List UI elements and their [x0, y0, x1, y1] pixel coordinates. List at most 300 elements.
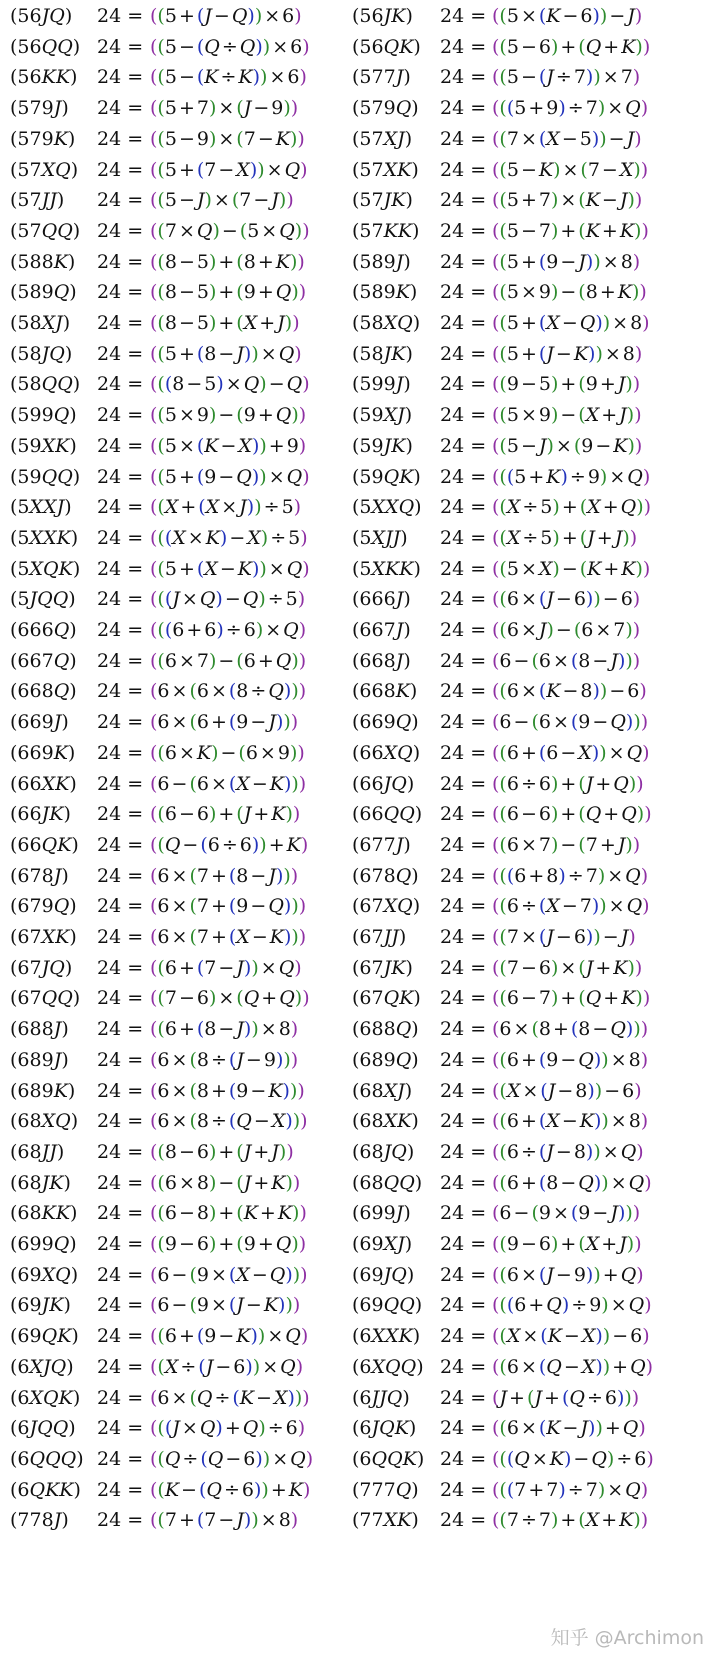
hand-label: (688Q): [352, 1018, 419, 1041]
table-row: [0, 124, 720, 154]
solution-expression: ((6 × K) − (6 × 9)): [150, 741, 305, 764]
equals-prefix: 24 =: [440, 342, 487, 365]
equals-prefix: 24 =: [440, 219, 487, 242]
hand-label: (6XJQ): [10, 1355, 74, 1378]
solution-expression: (J + (J + (Q ÷ 6))): [492, 1386, 640, 1409]
solution-expression: ((8 − 5) + (8 + K)): [150, 250, 305, 273]
equals-prefix: 24 =: [97, 1018, 144, 1041]
equals-prefix: 24 =: [97, 588, 144, 611]
equals-prefix: 24 =: [97, 926, 144, 948]
equals-prefix: 24 =: [440, 557, 487, 580]
hand-label: (6JQK): [352, 1417, 417, 1440]
equals-prefix: 24 =: [440, 741, 487, 764]
hand-label: (56KK): [10, 66, 78, 89]
hand-label: (68QQ): [352, 1171, 423, 1194]
table-row: [0, 738, 720, 768]
hand-label: (69JQ): [352, 1263, 415, 1286]
hand-label: (66QQ): [352, 803, 423, 826]
solution-expression: ((9 − 6) + (X + J)): [492, 1233, 642, 1255]
hand-label: (69JK): [10, 1294, 71, 1317]
equals-prefix: 24 =: [440, 158, 487, 181]
hand-label: (69QK): [10, 1325, 79, 1348]
solution-expression: ((6 × (Q − X)) + Q): [492, 1355, 654, 1378]
hand-label: (67XK): [10, 926, 77, 948]
equals-prefix: 24 =: [440, 1171, 487, 1194]
solution-expression: ((7 × (J − 6)) − J): [492, 926, 636, 948]
solution-expression: ((6 × 7) − (6 + Q)): [150, 649, 307, 672]
solution-expression: ((5 × 9) − (9 + Q)): [150, 404, 307, 427]
hand-label: (66XQ): [352, 741, 421, 764]
equals-prefix: 24 =: [440, 189, 487, 212]
solution-expression: ((6 × 8) − (J + K)): [150, 1171, 301, 1194]
hand-label: (56JK): [352, 5, 413, 27]
equals-prefix: 24 =: [97, 1048, 144, 1071]
table-row: [0, 1413, 720, 1443]
equals-prefix: 24 =: [97, 189, 144, 212]
solution-expression: ((6 − 7) + (Q + K)): [492, 987, 651, 1010]
hand-label: (589J): [352, 250, 411, 273]
hand-label: (69XJ): [352, 1233, 413, 1255]
equals-prefix: 24 =: [97, 404, 144, 427]
table-row: [0, 646, 720, 676]
solution-expression: ((5 + 7) × (J − 9)): [150, 97, 299, 120]
table-row: [0, 1352, 720, 1382]
solution-expression: (6 × (7 + (9 − Q))): [150, 895, 307, 918]
hand-label: (6JJQ): [352, 1386, 410, 1409]
hand-label: (58XJ): [10, 312, 71, 334]
hand-label: (66JK): [10, 803, 71, 826]
solution-expression: ((5 + 7) × (K − J)): [492, 189, 643, 212]
hand-label: (577J): [352, 66, 411, 89]
solution-expression: (((6 + 6) ÷ 6) × Q): [150, 619, 307, 641]
solution-expression: ((6 + (7 − J)) × Q): [150, 956, 302, 979]
equals-prefix: 24 =: [97, 127, 144, 150]
hand-label: (59QQ): [10, 465, 81, 488]
solution-expression: ((5 + (X − K)) × Q): [150, 557, 310, 580]
table-row: [0, 400, 720, 430]
table-row: [0, 32, 720, 62]
solution-expression: ((Q − (6 ÷ 6)) + K): [150, 833, 309, 856]
equals-prefix: 24 =: [440, 281, 487, 304]
table-row: [0, 1014, 720, 1044]
solution-expression: ((6 × (J − 9)) + Q): [492, 1263, 644, 1286]
solution-expression: ((6 + (8 − J)) × 8): [150, 1018, 299, 1041]
solution-expression: ((7 − 6) × (J + K)): [492, 956, 643, 979]
table-row: [0, 891, 720, 921]
hand-label: (6XQQ): [352, 1355, 424, 1378]
solution-expression: (6 − (6 × (9 − Q))): [492, 711, 649, 734]
equals-prefix: 24 =: [440, 711, 487, 734]
solution-expression: ((6 + (9 − Q)) × 8): [492, 1048, 649, 1071]
table-row: [0, 799, 720, 829]
equals-prefix: 24 =: [97, 1325, 144, 1348]
table-row: [0, 1168, 720, 1198]
solution-expression: ((5 + (J − Q)) × 6): [150, 5, 302, 27]
hand-label: (57JK): [352, 189, 413, 212]
solution-expression: ((5 + (9 − J)) × 8): [492, 250, 641, 273]
hand-label: (689J): [10, 1048, 69, 1071]
equals-prefix: 24 =: [440, 1263, 487, 1286]
solution-expression: ((6 × 7) − (7 + J)): [492, 833, 641, 856]
hand-label: (67QK): [352, 987, 421, 1010]
solution-expression: ((X × (K − X)) − 6): [492, 1325, 650, 1348]
solution-expression: ((5 − J) × (7 − J)): [150, 189, 294, 212]
solution-expression: ((6 × (K − J)) + Q): [492, 1417, 646, 1440]
solution-expression: ((6 − 6) + (Q + Q)): [492, 803, 652, 826]
equals-prefix: 24 =: [97, 711, 144, 734]
equals-prefix: 24 =: [440, 1140, 487, 1163]
hand-label: (666Q): [10, 619, 77, 641]
solution-expression: ((X ÷ (J − 6)) × Q): [150, 1355, 304, 1378]
hand-label: (57JJ): [10, 189, 65, 212]
equals-prefix: 24 =: [97, 219, 144, 242]
hand-label: (59JK): [352, 434, 413, 457]
hand-label: (579Q): [352, 97, 419, 120]
equals-prefix: 24 =: [97, 1417, 144, 1440]
equals-prefix: 24 =: [440, 465, 487, 488]
hand-label: (66XK): [10, 772, 77, 795]
table-row: [0, 922, 720, 952]
solution-expression: ((7 + (7 − J)) × 8): [150, 1509, 299, 1532]
solution-expression: (((5 + K) ÷ 9) × Q): [492, 465, 651, 488]
solution-expression: ((X + (X × J)) ÷ 5): [150, 496, 302, 519]
hand-label: (68JQ): [352, 1140, 415, 1163]
hand-label: (5XKK): [352, 557, 421, 580]
table-row: [0, 1137, 720, 1167]
solution-expression: ((5 − 7) + (K + K)): [492, 219, 649, 242]
table-row: [0, 247, 720, 277]
hand-label: (668K): [352, 680, 418, 703]
hand-label: (68JK): [10, 1171, 71, 1194]
equals-prefix: 24 =: [97, 496, 144, 519]
solution-expression: ((5 × 9) − (X + J)): [492, 404, 642, 427]
equals-prefix: 24 =: [440, 66, 487, 89]
solution-expression: ((5 − (Q ÷ Q)) × 6): [150, 35, 310, 58]
equals-prefix: 24 =: [440, 864, 487, 887]
equals-prefix: 24 =: [97, 312, 144, 334]
hand-label: (77XK): [352, 1509, 419, 1532]
solution-expression: ((6 ÷ (J − 8)) × Q): [492, 1140, 644, 1163]
equals-prefix: 24 =: [97, 250, 144, 273]
solution-expression: ((6 × (K − 8)) − 6): [492, 680, 647, 703]
solution-expression: ((6 ÷ 6) + (J + Q)): [492, 772, 644, 795]
table-row: [0, 1045, 720, 1075]
equals-prefix: 24 =: [440, 649, 487, 672]
solution-expression: ((5 − K) × (7 − X)): [492, 158, 649, 181]
solution-expression: (6 − (9 × (9 − J))): [492, 1202, 641, 1225]
hand-label: (57XK): [352, 158, 419, 181]
table-row: [0, 492, 720, 522]
equals-prefix: 24 =: [440, 895, 487, 918]
solution-expression: (6 − (9 × (X − Q))): [150, 1263, 308, 1286]
hand-label: (6XXK): [352, 1325, 421, 1348]
hand-label: (56JQ): [10, 5, 73, 27]
hand-label: (599Q): [10, 404, 77, 427]
table-row: [0, 1229, 720, 1259]
hand-label: (58JQ): [10, 342, 73, 365]
table-row: [0, 369, 720, 399]
equals-prefix: 24 =: [97, 1233, 144, 1255]
equals-prefix: 24 =: [97, 1509, 144, 1532]
solution-expression: ((8 − 6) + (J + J)): [150, 1140, 294, 1163]
table-row: [0, 1475, 720, 1505]
solution-expression: ((6 + (6 − X)) × Q): [492, 741, 650, 764]
equals-prefix: 24 =: [97, 1478, 144, 1501]
equals-prefix: 24 =: [97, 987, 144, 1010]
watermark: 知乎 @Archimon: [550, 1627, 704, 1649]
equals-prefix: 24 =: [440, 1110, 487, 1133]
equals-prefix: 24 =: [97, 619, 144, 641]
equals-prefix: 24 =: [440, 803, 487, 826]
table-row: [0, 861, 720, 891]
hand-label: (667Q): [10, 649, 77, 672]
equals-prefix: 24 =: [440, 772, 487, 795]
table-row: [0, 62, 720, 92]
equals-prefix: 24 =: [97, 281, 144, 304]
solution-expression: (6 × (8 + (9 − K))): [150, 1079, 305, 1102]
table-row: [0, 1321, 720, 1351]
equals-prefix: 24 =: [440, 404, 487, 427]
table-row: [0, 769, 720, 799]
equals-prefix: 24 =: [97, 803, 144, 826]
table-row: [0, 1076, 720, 1106]
equals-prefix: 24 =: [97, 1294, 144, 1317]
equals-prefix: 24 =: [97, 434, 144, 457]
solution-expression: ((7 − 6) × (Q + Q)): [150, 987, 310, 1010]
equals-prefix: 24 =: [97, 895, 144, 918]
hand-label: (57XJ): [352, 127, 413, 150]
equals-prefix: 24 =: [440, 926, 487, 948]
solution-expression: ((X ÷ 5) + (J + J)): [492, 526, 638, 549]
hand-label: (599J): [352, 373, 411, 396]
hand-label: (57QQ): [10, 219, 81, 242]
hand-label: (67JK): [352, 956, 413, 979]
hand-label: (669K): [10, 741, 76, 764]
hand-label: (5XJJ): [352, 526, 408, 549]
equals-prefix: 24 =: [440, 1018, 487, 1041]
hand-label: (5JQQ): [10, 588, 76, 611]
table-row: [0, 93, 720, 123]
equals-prefix: 24 =: [97, 1171, 144, 1194]
equals-prefix: 24 =: [97, 66, 144, 89]
hand-label: (66QK): [10, 833, 79, 856]
table-row: [0, 431, 720, 461]
equals-prefix: 24 =: [97, 373, 144, 396]
solution-expression: (6 × (Q ÷ (K − X))): [150, 1386, 310, 1409]
equals-prefix: 24 =: [440, 312, 487, 334]
hand-label: (68JJ): [10, 1140, 65, 1163]
equals-prefix: 24 =: [97, 956, 144, 979]
solution-expression: ((9 − 5) + (9 + J)): [492, 373, 641, 396]
solution-expression: ((8 − 5) + (9 + Q)): [150, 281, 307, 304]
solution-expression: ((6 × J) − (6 × 7)): [492, 619, 641, 641]
hand-label: (668Q): [10, 680, 77, 703]
hand-label: (67QQ): [10, 987, 81, 1010]
solution-expression: (((J × Q) − Q) ÷ 5): [150, 588, 306, 611]
solution-expression: (6 × (8 + (8 − Q))): [492, 1018, 649, 1041]
solution-expression: ((7 × Q) − (5 × Q)): [150, 219, 310, 242]
equals-prefix: 24 =: [440, 1048, 487, 1071]
solution-expression: ((7 ÷ 7) + (X + K)): [492, 1509, 649, 1532]
table-row: [0, 1260, 720, 1290]
hand-label: (589Q): [10, 281, 77, 304]
hand-label: (67JQ): [10, 956, 73, 979]
equals-prefix: 24 =: [97, 772, 144, 795]
table-row: [0, 277, 720, 307]
equals-prefix: 24 =: [440, 987, 487, 1010]
table-row: [0, 1444, 720, 1474]
equals-prefix: 24 =: [97, 35, 144, 58]
hand-label: (58JK): [352, 342, 413, 365]
hand-label: (6QQQ): [10, 1447, 84, 1470]
hand-label: (688J): [10, 1018, 69, 1041]
equals-prefix: 24 =: [440, 496, 487, 519]
equals-prefix: 24 =: [440, 1447, 487, 1470]
equals-prefix: 24 =: [440, 5, 487, 27]
hand-label: (59XK): [10, 434, 77, 457]
table-row: [0, 523, 720, 553]
solution-expression: (((6 + 8) ÷ 7) × Q): [492, 864, 649, 887]
solution-expression: (((X × K) − X) ÷ 5): [150, 526, 308, 549]
equals-prefix: 24 =: [440, 1233, 487, 1255]
equals-prefix: 24 =: [440, 680, 487, 703]
equals-prefix: 24 =: [440, 1079, 487, 1102]
equals-prefix: 24 =: [440, 1478, 487, 1501]
hand-label: (667J): [352, 619, 411, 641]
hand-label: (778J): [10, 1509, 69, 1532]
hand-label: (69XQ): [10, 1263, 79, 1286]
hand-label: (589K): [352, 281, 418, 304]
solution-expression: (6 − (6 × (8 − J))): [492, 649, 641, 672]
equals-prefix: 24 =: [97, 1079, 144, 1102]
solution-expression: ((5 × (K − 6)) − J): [492, 5, 643, 27]
equals-prefix: 24 =: [97, 1355, 144, 1378]
hand-label: (579K): [10, 127, 76, 150]
hand-label: (777Q): [352, 1478, 419, 1501]
solution-expression: ((5 × (K − X)) + 9): [150, 434, 307, 457]
table-row: [0, 676, 720, 706]
hand-label: (689K): [10, 1079, 76, 1102]
solution-expression: ((5 − 9) × (7 − K)): [150, 127, 305, 150]
solution-expression: ((6 + (9 − K)) × Q): [150, 1325, 309, 1348]
hand-label: (678J): [10, 864, 69, 887]
hand-label: (677J): [352, 833, 411, 856]
table-row: [0, 1198, 720, 1228]
hand-label: (669Q): [352, 711, 419, 734]
table-row: [0, 554, 720, 584]
equals-prefix: 24 =: [97, 526, 144, 549]
solution-expression: ((6 × (J − 6)) − 6): [492, 588, 641, 611]
equals-prefix: 24 =: [97, 1110, 144, 1133]
hand-label: (57XQ): [10, 158, 79, 181]
hand-label: (6XQK): [10, 1386, 81, 1409]
equals-prefix: 24 =: [440, 833, 487, 856]
solution-expression: ((6 + (8 − Q)) × Q): [492, 1171, 652, 1194]
equals-prefix: 24 =: [97, 1263, 144, 1286]
solution-expression: ((5 + (X − Q)) × 8): [492, 312, 650, 334]
table-row: [0, 830, 720, 860]
equals-prefix: 24 =: [440, 97, 487, 120]
table-row: [0, 155, 720, 185]
solution-expression: (6 − (6 × (X − K))): [150, 772, 307, 795]
solution-expression: (6 × (7 + (8 − J))): [150, 864, 299, 887]
table-row: [0, 339, 720, 369]
hand-label: (699Q): [10, 1233, 77, 1255]
table-row: [0, 1290, 720, 1320]
solution-expression: ((5 + (8 − J)) × Q): [150, 342, 302, 365]
equals-prefix: 24 =: [97, 342, 144, 365]
equals-prefix: 24 =: [440, 373, 487, 396]
hand-label: (5XXK): [10, 526, 79, 549]
hand-label: (68KK): [10, 1202, 78, 1225]
solution-expression: ((Q ÷ (Q − 6)) × Q): [150, 1447, 314, 1470]
table-row: [0, 615, 720, 645]
table-row: [0, 1505, 720, 1535]
table-row: [0, 1106, 720, 1136]
solution-expression: ((5 + (7 − X)) × Q): [150, 158, 308, 181]
solution-expression: ((5 − (J ÷ 7)) × 7): [492, 66, 641, 89]
solution-expression: ((5 × 9) − (8 + K)): [492, 281, 647, 304]
equals-prefix: 24 =: [97, 680, 144, 703]
hand-label: (669J): [10, 711, 69, 734]
hand-label: (68XK): [352, 1110, 419, 1133]
hand-label: (679Q): [10, 895, 77, 918]
hand-label: (689Q): [352, 1048, 419, 1071]
solution-expression: ((5 − 6) + (Q + K)): [492, 35, 651, 58]
table-row: [0, 584, 720, 614]
table-row: [0, 707, 720, 737]
solution-expression: ((5 − J) × (9 − K)): [492, 434, 643, 457]
equals-prefix: 24 =: [440, 1386, 487, 1409]
hand-label: (5XXQ): [352, 496, 422, 519]
table-row: [0, 462, 720, 492]
hand-label: (5XXJ): [10, 496, 72, 519]
hand-label: (58XQ): [352, 312, 421, 334]
solution-expression: (6 × (7 + (X − K))): [150, 926, 307, 948]
equals-prefix: 24 =: [97, 1140, 144, 1163]
table-row: [0, 1, 720, 31]
equals-prefix: 24 =: [97, 1386, 144, 1409]
solution-expression: ((8 − 5) + (X + J)): [150, 312, 300, 334]
equals-prefix: 24 =: [440, 1509, 487, 1532]
hand-label: (69QQ): [352, 1294, 423, 1317]
hand-label: (588K): [10, 250, 76, 273]
hand-label: (678Q): [352, 864, 419, 887]
solution-expression: ((5 − (K ÷ K)) × 6): [150, 66, 307, 89]
hand-label: (66JQ): [352, 772, 415, 795]
hand-label: (68XQ): [10, 1110, 79, 1133]
equals-prefix: 24 =: [97, 833, 144, 856]
equals-prefix: 24 =: [440, 434, 487, 457]
equals-prefix: 24 =: [97, 741, 144, 764]
solution-expression: ((X ÷ 5) + (X + Q)): [492, 496, 652, 519]
equals-prefix: 24 =: [440, 1325, 487, 1348]
equals-prefix: 24 =: [440, 35, 487, 58]
hand-label: (5XQK): [10, 557, 81, 580]
solution-expression: ((9 − 6) + (9 + Q)): [150, 1233, 307, 1255]
solution-expression: ((6 − 8) + (K + K)): [150, 1202, 307, 1225]
equals-prefix: 24 =: [440, 619, 487, 641]
solution-expression: ((6 + (X − K)) × 8): [492, 1110, 649, 1133]
hand-label: (668J): [352, 649, 411, 672]
hand-label: (6QQK): [352, 1447, 425, 1470]
equals-prefix: 24 =: [97, 1202, 144, 1225]
solution-expression: (6 × (6 + (9 − J))): [150, 711, 299, 734]
solution-expression: (((6 + Q) ÷ 9) × Q): [492, 1294, 652, 1317]
equals-prefix: 24 =: [97, 465, 144, 488]
hand-label: (59QK): [352, 465, 421, 488]
solution-expression: (6 − (9 × (J − K))): [150, 1294, 301, 1317]
